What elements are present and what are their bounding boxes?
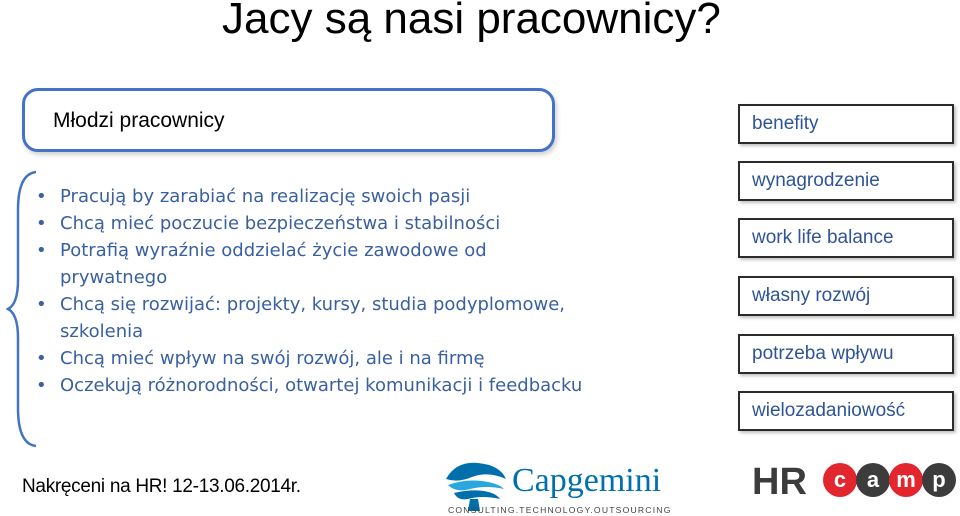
heading-box bbox=[22, 88, 555, 152]
hrcamp-letter: p bbox=[932, 467, 946, 492]
tag-benefity: benefity bbox=[738, 104, 954, 144]
bullet-item: • Oczekują różnorodności, otwartej komunikacji i feedbacku bbox=[36, 372, 596, 399]
bullet-item: • Chcą mieć poczucie bezpieczeństwa i stabilności bbox=[36, 210, 596, 237]
bullet-item: • Pracują by zarabiać na realizację swoich pasji bbox=[36, 183, 596, 210]
hrcamp-letter: c bbox=[833, 467, 847, 492]
tag-wlasny-rozwoj: własny rozwój bbox=[738, 276, 954, 316]
capgemini-spade-icon bbox=[446, 463, 506, 511]
capgemini-tagline: CONSULTING.TECHNOLOGY.OUTSOURCING bbox=[448, 505, 672, 515]
slide-title: Jacy są nasi pracownicy? bbox=[222, 0, 721, 43]
bullet-item: • Chcą się rozwijać: projekty, kursy, studia podyplomowe, szkolenia bbox=[36, 291, 596, 345]
footer-event-text: Nakręceni na HR! 12-13.06.2014r. bbox=[22, 476, 301, 497]
hrcamp-letter: a bbox=[866, 467, 880, 492]
capgemini-logo bbox=[442, 455, 692, 515]
tag-work-life-balance: work life balance bbox=[738, 218, 954, 258]
capgemini-wordmark: Capgemini bbox=[512, 462, 662, 499]
curly-brace-icon bbox=[6, 170, 40, 448]
bullet-item: • Potrafią wyraźnie oddzielać życie zawodowe od prywatnego bbox=[36, 237, 596, 291]
hrcamp-letter: m bbox=[896, 467, 916, 492]
heading-text: Młodzi pracownicy bbox=[53, 109, 225, 132]
hrcamp-hr-text: HR bbox=[752, 461, 807, 502]
bullet-item: • Chcą mieć wpływ na swój rozwój, ale i na firmę bbox=[36, 345, 596, 372]
tag-wynagrodzenie: wynagrodzenie bbox=[738, 161, 954, 201]
bullet-list bbox=[36, 183, 596, 399]
hrcamp-logo bbox=[752, 458, 956, 502]
tag-potrzeba-wplywu: potrzeba wpływu bbox=[738, 334, 954, 374]
tag-wielozadaniowosc: wielozadaniowość bbox=[738, 391, 954, 431]
